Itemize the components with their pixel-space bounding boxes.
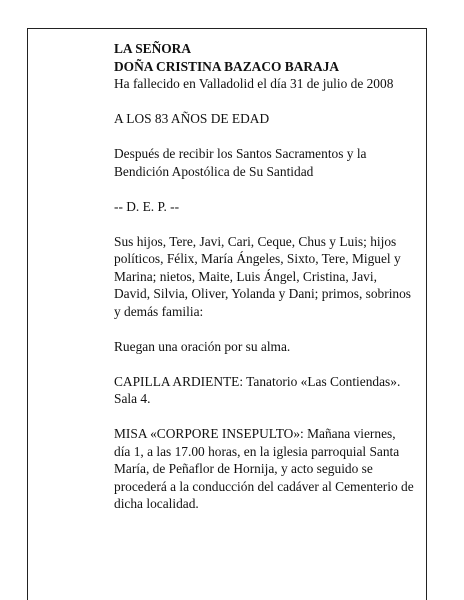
- sacraments-text: Después de recibir los Santos Sacramentos y la Bendición Apostólica de Su Santidad: [114, 146, 367, 179]
- rip-text: -- D. E. P. --: [114, 198, 180, 214]
- mass-text: MISA «CORPORE INSEPULTO»: Mañana viernes, día 1, a las 17.00 horas, en la iglesia parroquial Santa María, de Peñaflor de Hornija, y acto seguido se procederá a la conducción del cadáver al Cementerio de dicha localidad.: [114, 426, 414, 511]
- age-line: A LOS 83 AÑOS DE EDAD: [114, 111, 270, 126]
- deceased-name: DOÑA CRISTINA BAZACO BARAJA: [114, 58, 340, 74]
- obituary-content: [114, 40, 414, 513]
- death-line: Ha fallecido en Valladolid el día 31 de julio de 2008: [114, 76, 394, 91]
- chapel-text: CAPILLA ARDIENTE: Tanatorio «Las Contiendas». Sala 4.: [114, 373, 401, 406]
- title-line-1: LA SEÑORA: [114, 41, 192, 56]
- family-text: Sus hijos, Tere, Javi, Cari, Ceque, Chus y Luis; hijos políticos, Félix, María Ángeles, Sixto, Tere, Miguel y Marina; nietos, Maite, Luis Ángel, Cristina, Javi, David, Silvia, Oliver, Yolanda y Dani; primos, sobrinos y demás familia:: [114, 233, 412, 319]
- prayer-text: Ruegan una oración por su alma.: [114, 338, 291, 354]
